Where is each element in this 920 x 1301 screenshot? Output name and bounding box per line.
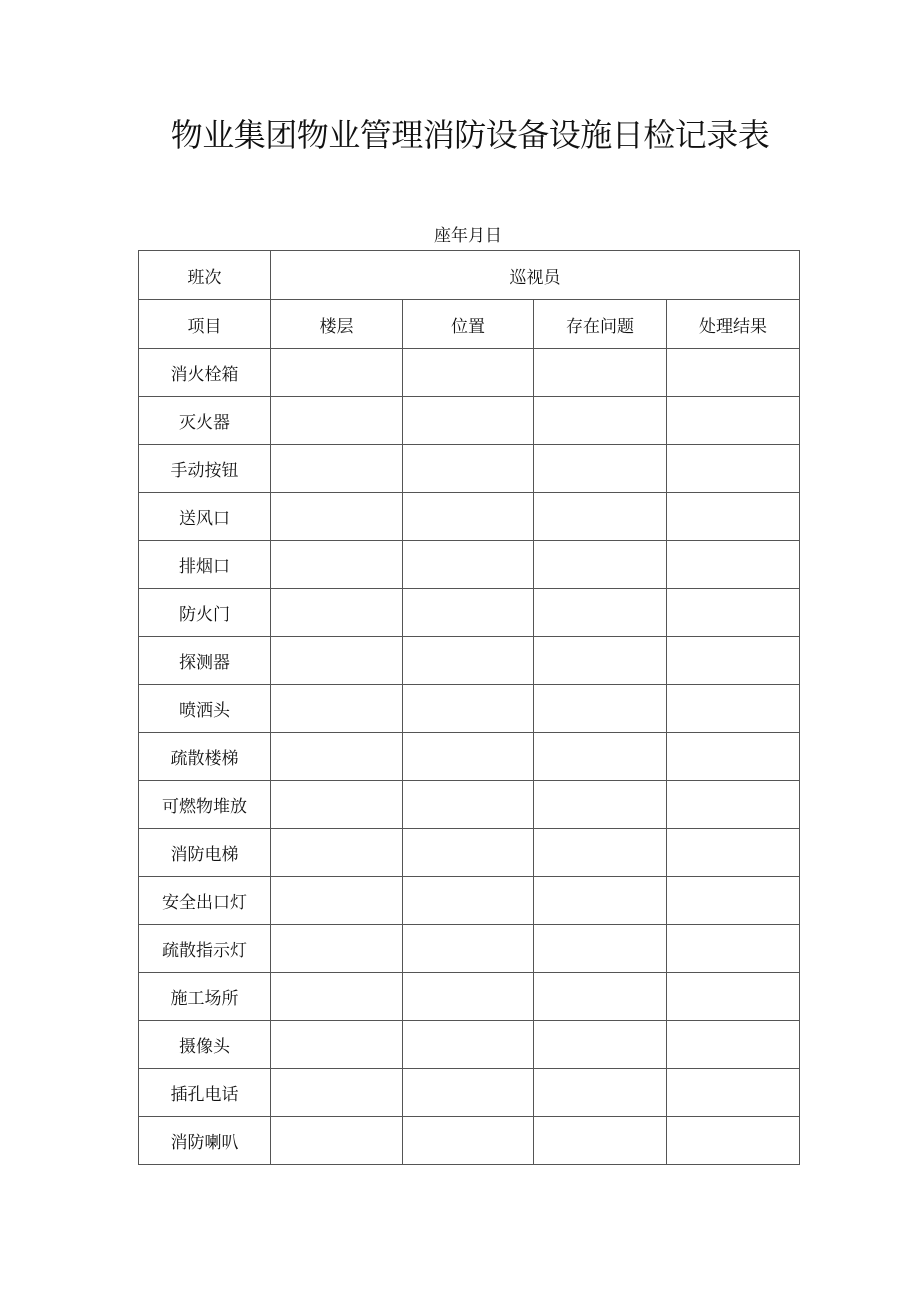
item-name: 喷洒头 — [139, 685, 271, 733]
table-row — [139, 541, 800, 589]
issue-cell[interactable] — [534, 685, 667, 733]
item-name: 疏散指示灯 — [139, 925, 271, 973]
issue-cell[interactable] — [534, 637, 667, 685]
result-cell[interactable] — [667, 397, 800, 445]
item-name: 安全出口灯 — [139, 877, 271, 925]
item-name: 手动按钮 — [139, 445, 271, 493]
table-row — [139, 877, 800, 925]
item-name: 消防喇叭 — [139, 1117, 271, 1165]
result-cell[interactable] — [667, 733, 800, 781]
shift-label: 班次 — [139, 251, 271, 300]
issue-cell[interactable] — [534, 973, 667, 1021]
issue-cell[interactable] — [534, 733, 667, 781]
item-name: 疏散楼梯 — [139, 733, 271, 781]
floor-cell[interactable] — [271, 925, 403, 973]
location-cell[interactable] — [403, 349, 534, 397]
floor-cell[interactable] — [271, 829, 403, 877]
result-cell[interactable] — [667, 1117, 800, 1165]
issue-cell[interactable] — [534, 589, 667, 637]
floor-cell[interactable] — [271, 637, 403, 685]
location-cell[interactable] — [403, 1021, 534, 1069]
floor-cell[interactable] — [271, 397, 403, 445]
header-location: 位置 — [403, 300, 534, 349]
result-cell[interactable] — [667, 445, 800, 493]
table-row — [139, 397, 800, 445]
result-cell[interactable] — [667, 781, 800, 829]
floor-cell[interactable] — [271, 973, 403, 1021]
issue-cell[interactable] — [534, 445, 667, 493]
table-row — [139, 973, 800, 1021]
item-name: 消火栓箱 — [139, 349, 271, 397]
result-cell[interactable] — [667, 829, 800, 877]
location-cell[interactable] — [403, 1117, 534, 1165]
location-cell[interactable] — [403, 925, 534, 973]
table-row — [139, 829, 800, 877]
document-title: 物业集团物业管理消防设备设施日检记录表 — [170, 116, 770, 154]
floor-cell[interactable] — [271, 733, 403, 781]
table-row — [139, 637, 800, 685]
shift-row — [139, 251, 800, 300]
header-item: 项目 — [139, 300, 271, 349]
floor-cell[interactable] — [271, 781, 403, 829]
issue-cell[interactable] — [534, 397, 667, 445]
result-cell[interactable] — [667, 589, 800, 637]
issue-cell[interactable] — [534, 829, 667, 877]
issue-cell[interactable] — [534, 541, 667, 589]
item-name: 插孔电话 — [139, 1069, 271, 1117]
table-row — [139, 925, 800, 973]
location-cell[interactable] — [403, 589, 534, 637]
location-cell[interactable] — [403, 685, 534, 733]
result-cell[interactable] — [667, 877, 800, 925]
table-row — [139, 1021, 800, 1069]
item-name: 送风口 — [139, 493, 271, 541]
issue-cell[interactable] — [534, 925, 667, 973]
date-line: 座年月日 — [434, 226, 502, 246]
result-cell[interactable] — [667, 1069, 800, 1117]
location-cell[interactable] — [403, 973, 534, 1021]
item-name: 探测器 — [139, 637, 271, 685]
issue-cell[interactable] — [534, 877, 667, 925]
location-cell[interactable] — [403, 1069, 534, 1117]
table-row — [139, 1069, 800, 1117]
table-row — [139, 493, 800, 541]
floor-cell[interactable] — [271, 685, 403, 733]
table-row — [139, 781, 800, 829]
table-row — [139, 589, 800, 637]
floor-cell[interactable] — [271, 445, 403, 493]
floor-cell[interactable] — [271, 589, 403, 637]
floor-cell[interactable] — [271, 541, 403, 589]
location-cell[interactable] — [403, 493, 534, 541]
location-cell[interactable] — [403, 877, 534, 925]
issue-cell[interactable] — [534, 1069, 667, 1117]
item-name: 可燃物堆放 — [139, 781, 271, 829]
table-row — [139, 733, 800, 781]
result-cell[interactable] — [667, 349, 800, 397]
location-cell[interactable] — [403, 733, 534, 781]
item-name: 施工场所 — [139, 973, 271, 1021]
location-cell[interactable] — [403, 829, 534, 877]
location-cell[interactable] — [403, 397, 534, 445]
floor-cell[interactable] — [271, 1069, 403, 1117]
floor-cell[interactable] — [271, 493, 403, 541]
header-issues: 存在问题 — [534, 300, 667, 349]
header-result: 处理结果 — [667, 300, 800, 349]
location-cell[interactable] — [403, 541, 534, 589]
location-cell[interactable] — [403, 781, 534, 829]
result-cell[interactable] — [667, 973, 800, 1021]
table-row — [139, 349, 800, 397]
result-cell[interactable] — [667, 493, 800, 541]
result-cell[interactable] — [667, 1021, 800, 1069]
inspection-table — [138, 250, 800, 1165]
issue-cell[interactable] — [534, 1117, 667, 1165]
table-row — [139, 685, 800, 733]
location-cell[interactable] — [403, 445, 534, 493]
header-floor: 楼层 — [271, 300, 403, 349]
floor-cell[interactable] — [271, 1117, 403, 1165]
table-row — [139, 1117, 800, 1165]
issue-cell[interactable] — [534, 349, 667, 397]
result-cell[interactable] — [667, 541, 800, 589]
issue-cell[interactable] — [534, 781, 667, 829]
floor-cell[interactable] — [271, 1021, 403, 1069]
item-name: 摄像头 — [139, 1021, 271, 1069]
header-row — [139, 300, 800, 349]
result-cell[interactable] — [667, 685, 800, 733]
item-name: 消防电梯 — [139, 829, 271, 877]
location-cell[interactable] — [403, 637, 534, 685]
floor-cell[interactable] — [271, 877, 403, 925]
result-cell[interactable] — [667, 925, 800, 973]
table-row — [139, 445, 800, 493]
item-name: 防火门 — [139, 589, 271, 637]
issue-cell[interactable] — [534, 493, 667, 541]
item-name: 排烟口 — [139, 541, 271, 589]
result-cell[interactable] — [667, 637, 800, 685]
item-name: 灭火器 — [139, 397, 271, 445]
floor-cell[interactable] — [271, 349, 403, 397]
patrol-label: 巡视员 — [271, 251, 800, 300]
issue-cell[interactable] — [534, 1021, 667, 1069]
